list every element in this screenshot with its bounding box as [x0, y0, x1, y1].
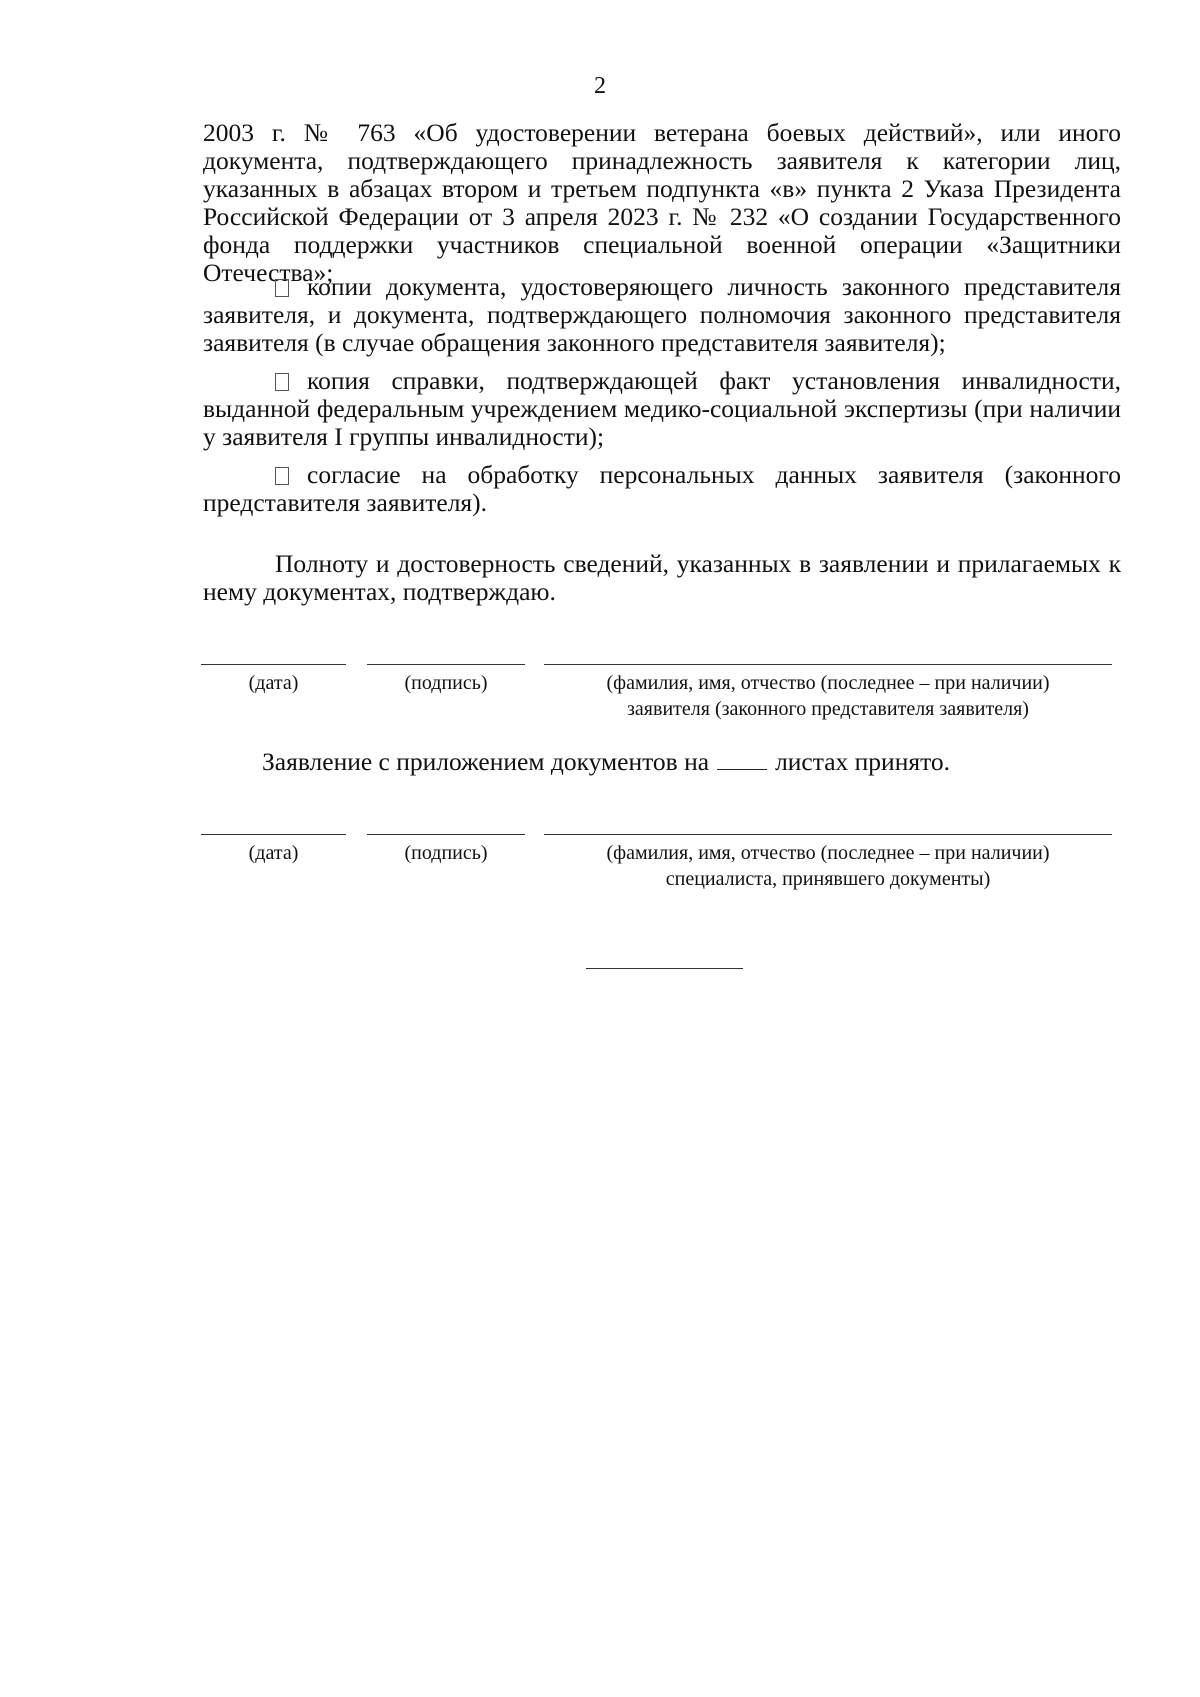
name-caption-line-2: заявителя (законного представителя заявителя)	[627, 698, 1029, 720]
date-caption: (дата)	[248, 842, 299, 864]
accepted-text-after: листах принято.	[775, 747, 951, 776]
name-caption-line-2: специалиста, принявшего документы)	[665, 868, 991, 890]
name-line	[544, 664, 1112, 665]
accepted-statement	[262, 747, 950, 776]
confirmation-text: Полноту и достоверность сведений, указанных в заявлении и прилагаемых к нему документах, подтверждаю.	[203, 549, 1121, 606]
checkbox-icon	[275, 373, 289, 391]
intro-paragraph	[203, 119, 1121, 287]
name-caption	[544, 670, 1112, 722]
name-line	[544, 834, 1112, 835]
signature-line	[367, 834, 525, 835]
list-item	[203, 273, 1121, 357]
date-line	[201, 834, 346, 835]
accepted-text-before: Заявление с приложением документов на	[262, 747, 710, 776]
specialist-signature-block	[0, 834, 1200, 904]
signature-line	[367, 664, 525, 665]
list-item-paragraph	[203, 273, 1121, 357]
list-item-paragraph	[203, 461, 1121, 517]
sheets-count-blank	[717, 747, 767, 770]
list-item-paragraph	[203, 367, 1121, 451]
date-caption: (дата)	[248, 672, 299, 694]
checkbox-icon	[275, 467, 289, 485]
list-item	[203, 461, 1121, 517]
confirmation-paragraph	[203, 550, 1121, 606]
signature-caption: (подпись)	[404, 842, 488, 864]
list-item-text: копия справки, подтверждающей факт установления инвалидности, выданной федеральным учреждением медико-социальной экспертизы (при наличии у заявителя I группы инвалидности);	[203, 366, 1121, 451]
list-item	[203, 367, 1121, 451]
list-item-text: согласие на обработку персональных данных заявителя (законного представителя заявителя).	[203, 460, 1121, 517]
applicant-signature-block	[0, 664, 1200, 734]
signature-caption: (подпись)	[404, 672, 488, 694]
checkbox-icon	[275, 279, 289, 297]
intro-text: 2003 г. № 763 «Об удостоверении ветерана боевых действий», или иного документа, подтверждающего принадлежность заявителя к категории лиц, указанных в абзацах втором и третьем подпункта «в» пункта 2 Указа Президента Российской Федерации от 3 апреля 2023 г. № 232 «О создании Государственного фонда поддержки участников специальной военной операции «Защитники Отечества»;	[203, 118, 1121, 287]
page-number: 2	[594, 73, 606, 99]
date-line	[201, 664, 346, 665]
list-item-text: копии документа, удостоверяющего личность законного представителя заявителя, и документа, подтверждающего полномочия законного представителя заявителя (в случае обращения законного представителя заявителя);	[203, 272, 1121, 357]
end-of-document-rule	[586, 968, 743, 969]
name-caption-line-1: (фамилия, имя, отчество (последнее – при наличии)	[606, 672, 1050, 694]
name-caption	[544, 840, 1112, 892]
name-caption-line-1: (фамилия, имя, отчество (последнее – при наличии)	[606, 842, 1050, 864]
